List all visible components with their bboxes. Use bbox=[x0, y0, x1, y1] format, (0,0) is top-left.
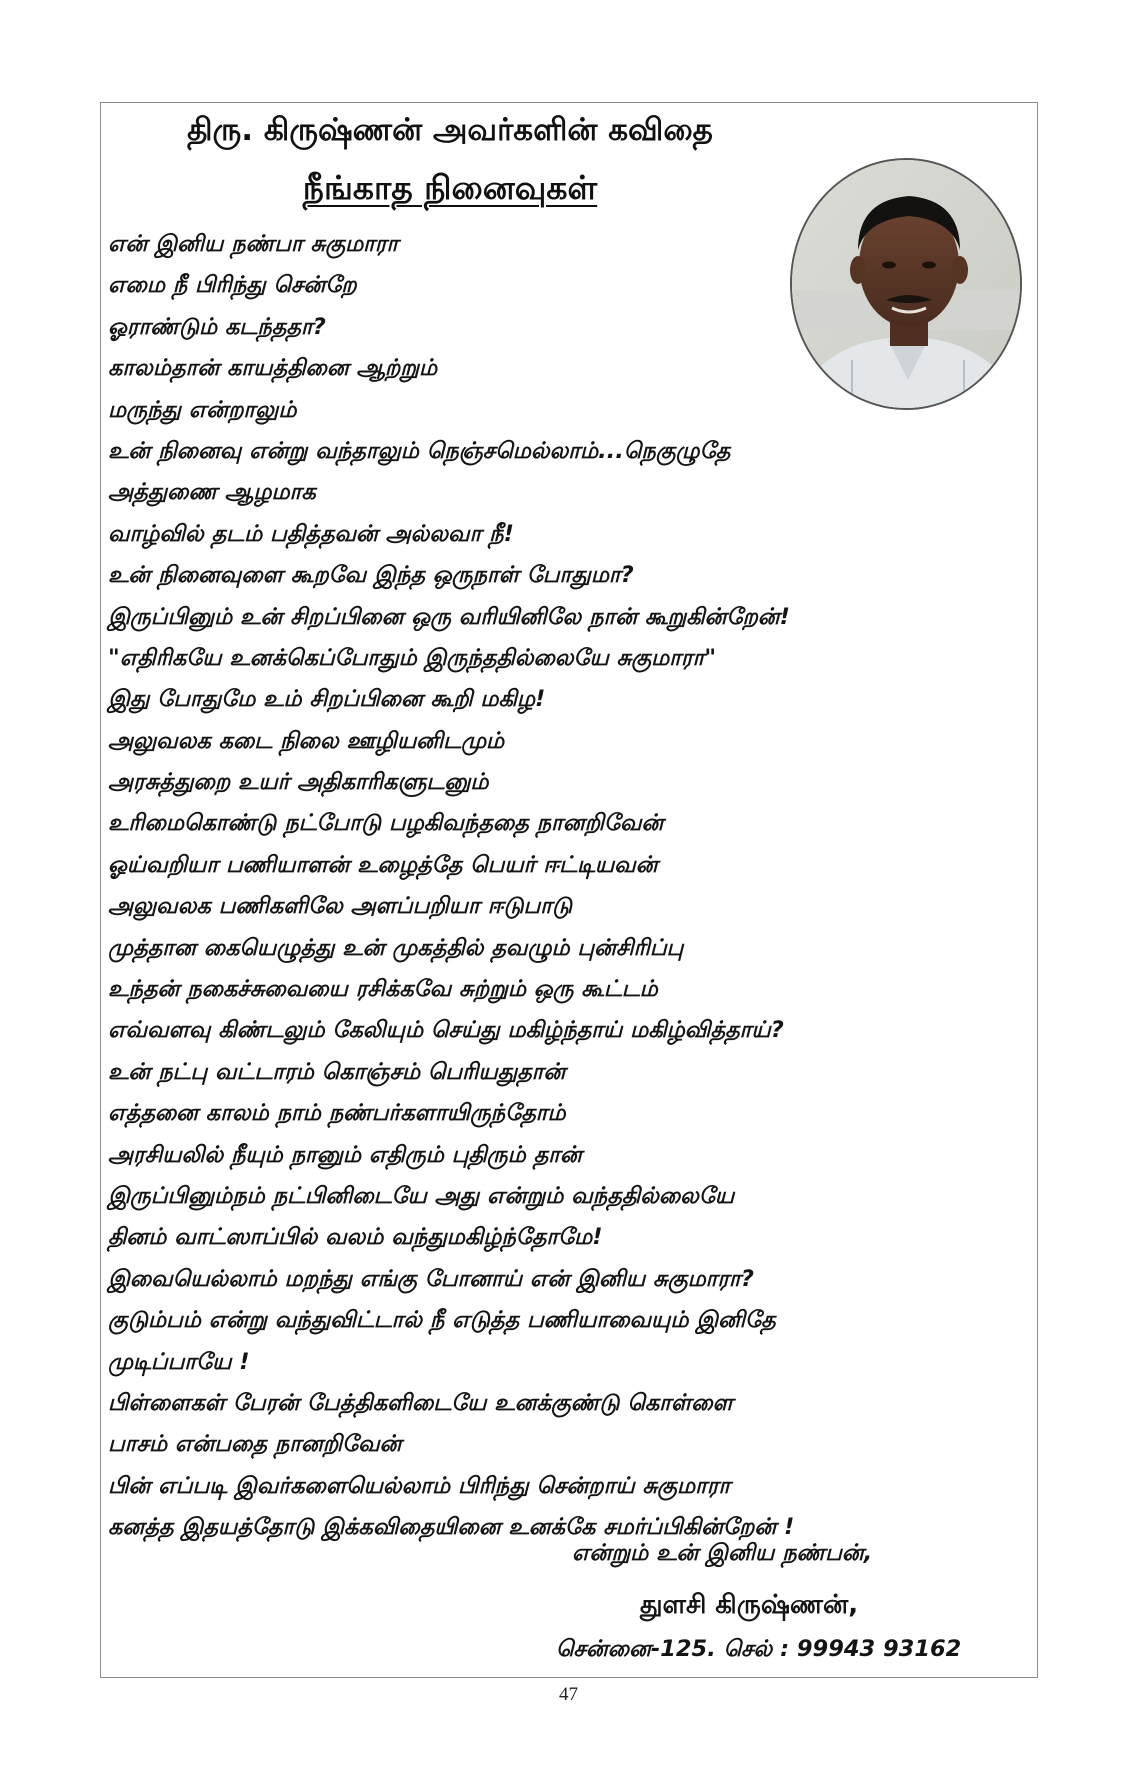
poem-line: உன் நினைவுளை கூறவே இந்த ஒருநாள் போதுமா? bbox=[108, 562, 634, 589]
poem-body bbox=[108, 224, 1038, 1549]
poem-line: பாசம் என்பதை நானறிவேன் bbox=[108, 1431, 402, 1458]
signature-address: சென்னை-125. செல் : 99943 93162 bbox=[556, 1636, 962, 1662]
poem-line: பிள்ளைகள் பேரன் பேத்திகளிடையே உனக்குண்டு கொள்ளை bbox=[108, 1389, 733, 1416]
poem-line: காலம்தான் காயத்தினை ஆற்றும் bbox=[108, 355, 438, 382]
signature-name: துளசி கிருஷ்ணன், bbox=[640, 1590, 859, 1620]
poem-line: உந்தன் நகைச்சுவையை ரசிக்கவே சுற்றும் ஒரு கூட்டம் bbox=[108, 976, 658, 1003]
poem-line: இது போதுமே உம் சிறப்பினை கூறி மகிழ! bbox=[108, 686, 546, 713]
poem-line: "எதிரிகயே உனக்கெப்போதும் இருந்ததில்லையே சுகுமாரா" bbox=[108, 644, 717, 671]
poem-line: எவ்வளவு கிண்டலும் கேலியும் செய்து மகிழ்ந்தாய் மகிழ்வித்தாய்? bbox=[108, 1017, 784, 1044]
poem-line: வாழ்வில் தடம் பதித்தவன் அல்லவா நீ! bbox=[108, 520, 514, 547]
poem-line: முடிப்பாயே ! bbox=[108, 1348, 250, 1375]
poem-line: பின் எப்படி இவர்களையெல்லாம் பிரிந்து சென்றாய் சுகுமாரா bbox=[108, 1472, 731, 1499]
poem-line: அலுவலக கடை நிலை ஊழியனிடமும் bbox=[108, 727, 505, 754]
poem-line: அரசுத்துறை உயர் அதிகாரிகளுடனும் bbox=[108, 769, 489, 796]
poem-line: குடும்பம் என்று வந்துவிட்டால் நீ எடுத்த பணியாவையும் இனிதே bbox=[108, 1307, 776, 1334]
poem-line: என் இனிய நண்பா சுகுமாரா bbox=[108, 231, 399, 257]
poem-line: எத்தனை காலம் நாம் நண்பர்களாயிருந்தோம் bbox=[108, 1100, 566, 1127]
poem-line: இருப்பினும் உன் சிறப்பினை ஒரு வரியினிலே நான் கூறுகின்றேன்! bbox=[108, 603, 790, 630]
signature-closing: என்றும் உன் இனிய நண்பன், bbox=[572, 1540, 873, 1566]
poem-line: மருந்து என்றாலும் bbox=[108, 396, 297, 423]
poem-line: கனத்த இதயத்தோடு இக்கவிதையினை உனக்கே சமர்ப்பிகின்றேன் ! bbox=[108, 1514, 795, 1541]
poem-title: நீங்காத நினைவுகள் bbox=[302, 168, 598, 207]
poem-line: அலுவலக பணிகளிலே அளப்பறியா ஈடுபாடு bbox=[108, 893, 573, 920]
poem-line: ஓய்வறியா பணியாளன் உழைத்தே பெயர் ஈட்டியவன் bbox=[108, 851, 658, 878]
poem-line: உன் நட்பு வட்டாரம் கொஞ்சம் பெரியதுதான் bbox=[108, 1058, 566, 1085]
poem-line: எமை நீ பிரிந்து சென்றே bbox=[108, 272, 357, 299]
poem-line: அரசியலில் நீயும் நானும் எதிரும் புதிரும் தான் bbox=[108, 1141, 582, 1168]
poem-line: தினம் வாட்ஸாப்பில் வலம் வந்துமகிழ்ந்தோமே! bbox=[108, 1224, 603, 1251]
page-title: திரு. கிருஷ்ணன் அவர்களின் கவிதை bbox=[187, 112, 713, 148]
poem-line: உரிமைகொண்டு நட்போடு பழகிவந்ததை நானறிவேன் bbox=[108, 810, 664, 837]
poem-line: இருப்பினும்நம் நட்பினிடையே அது என்றும் வந்ததில்லையே bbox=[108, 1182, 735, 1209]
poem-line: இவையெல்லாம் மறந்து எங்கு போனாய் என் இனிய சுகுமாரா? bbox=[108, 1265, 754, 1292]
poem-line: உன் நினைவு என்று வந்தாலும் நெஞ்சமெல்லாம்...நெகுழுதே bbox=[108, 437, 731, 464]
poem-line: அத்துணை ஆழமாக bbox=[108, 479, 316, 506]
page-number: 47 bbox=[559, 1684, 578, 1705]
poem-line: ஓராண்டும் கடந்ததா? bbox=[108, 313, 326, 340]
poem-line: முத்தான கையெழுத்து உன் முகத்தில் தவழும் புன்சிரிப்பு bbox=[108, 934, 684, 961]
